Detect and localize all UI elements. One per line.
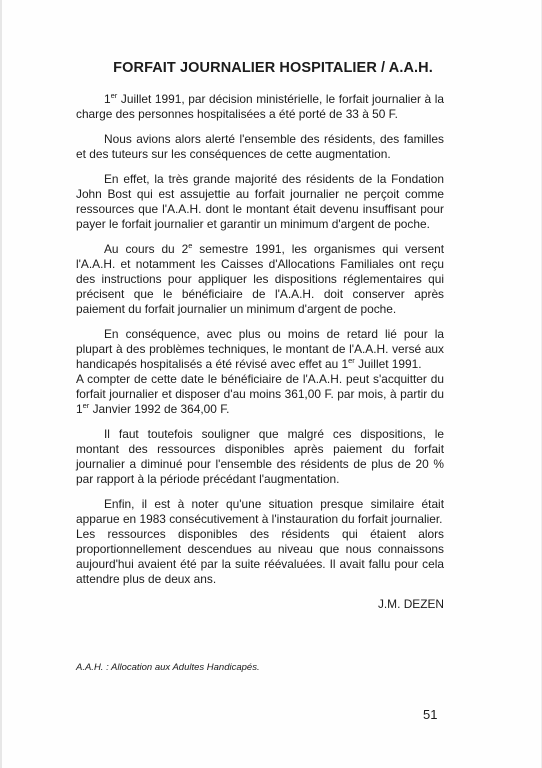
ordinal-suffix: e	[188, 241, 193, 251]
paragraph-text: semestre 1991, les organismes qui versent l'A.A.H. et notamment les Caisses d'Allocations Familiales ont reçu des instructions pour appliquer les dispositions réglementaires qui précisent que le bénéficiaire de l'A.A.H. doit conserver après paiement du forfait journalier un minimum d'argent de poche.	[76, 242, 445, 316]
ordinal-suffix: er	[82, 401, 90, 411]
paragraph-main	[76, 327, 444, 372]
page-number: 51	[423, 707, 438, 722]
paragraph-text: Juillet 1991.	[354, 357, 422, 371]
paragraph-7	[76, 497, 444, 587]
paragraph-text: Janvier 1992 de 364,00 F.	[89, 402, 230, 416]
ordinal-suffix: er	[110, 91, 118, 101]
paragraph-4	[76, 242, 444, 317]
paragraph-text: Juillet 1991, par décision ministérielle, le forfait journalier à la charge des personnes hospitalisées a été porté de 33 à 50 F.	[76, 92, 444, 121]
date-day-number: 1	[104, 92, 111, 106]
paragraph-main: Enfin, il est à noter qu'une situation presque similaire était apparue en 1983 consécutivement à l'instauration du forfait journalier.	[76, 497, 444, 526]
paragraph-2: Nous avions alors alerté l'ensemble des résidents, des familles et des tuteurs sur les conséquences de cette augmentation.	[76, 132, 444, 161]
signature: J.M. DEZEN	[377, 597, 444, 611]
paragraph-continuation	[76, 372, 444, 417]
paragraph-continuation: Les ressources disponibles des résidents qui étaient alors proportionnellement descendues au niveau que nous connaissons aujourd'hui avaient été par la suite réévaluées. Il avait fallu pour cela attendre plus de deux ans.	[76, 527, 444, 586]
paragraph-3: En effet, la très grande majorité des résidents de la Fondation John Bost qui est assujettie au forfait journalier ne perçoit comme ressources que l'A.A.H. dont le montant était devenu insuffisant pour payer le forfait journalier et garantir un minimum d'argent de poche.	[76, 172, 444, 231]
paragraph-text: En conséquence, avec plus ou moins de retard lié pour la plupart à des problèmes techniques, le montant de l'A.A.H. versé aux handicapés hospitalisés a été révisé avec effet au 1	[76, 327, 444, 371]
ordinal-suffix: er	[348, 356, 355, 366]
article-body	[76, 92, 444, 612]
paragraph-6: Il faut toutefois souligner que malgré ces dispositions, le montant des ressources disponibles après paiement du forfait journalier a diminué pour l'ensemble des résidents de plus de 20 % par rapport à la période précédant l'augmentation.	[76, 427, 444, 486]
paragraph-5	[76, 327, 444, 417]
paragraph-1	[76, 92, 444, 122]
footnote: A.A.H. : Allocation aux Adultes Handicapés.	[76, 662, 260, 673]
paragraph-text: Au cours du 2	[104, 242, 189, 256]
paragraph-text: A compter de cette date le bénéficiaire de l'A.A.H. peut s'acquitter du forfait journalier et disposer d'au moins 361,00 F. par mois, à partir du 1	[76, 372, 444, 416]
page-title: FORFAIT JOURNALIER HOSPITALIER / A.A.H.	[113, 60, 433, 76]
